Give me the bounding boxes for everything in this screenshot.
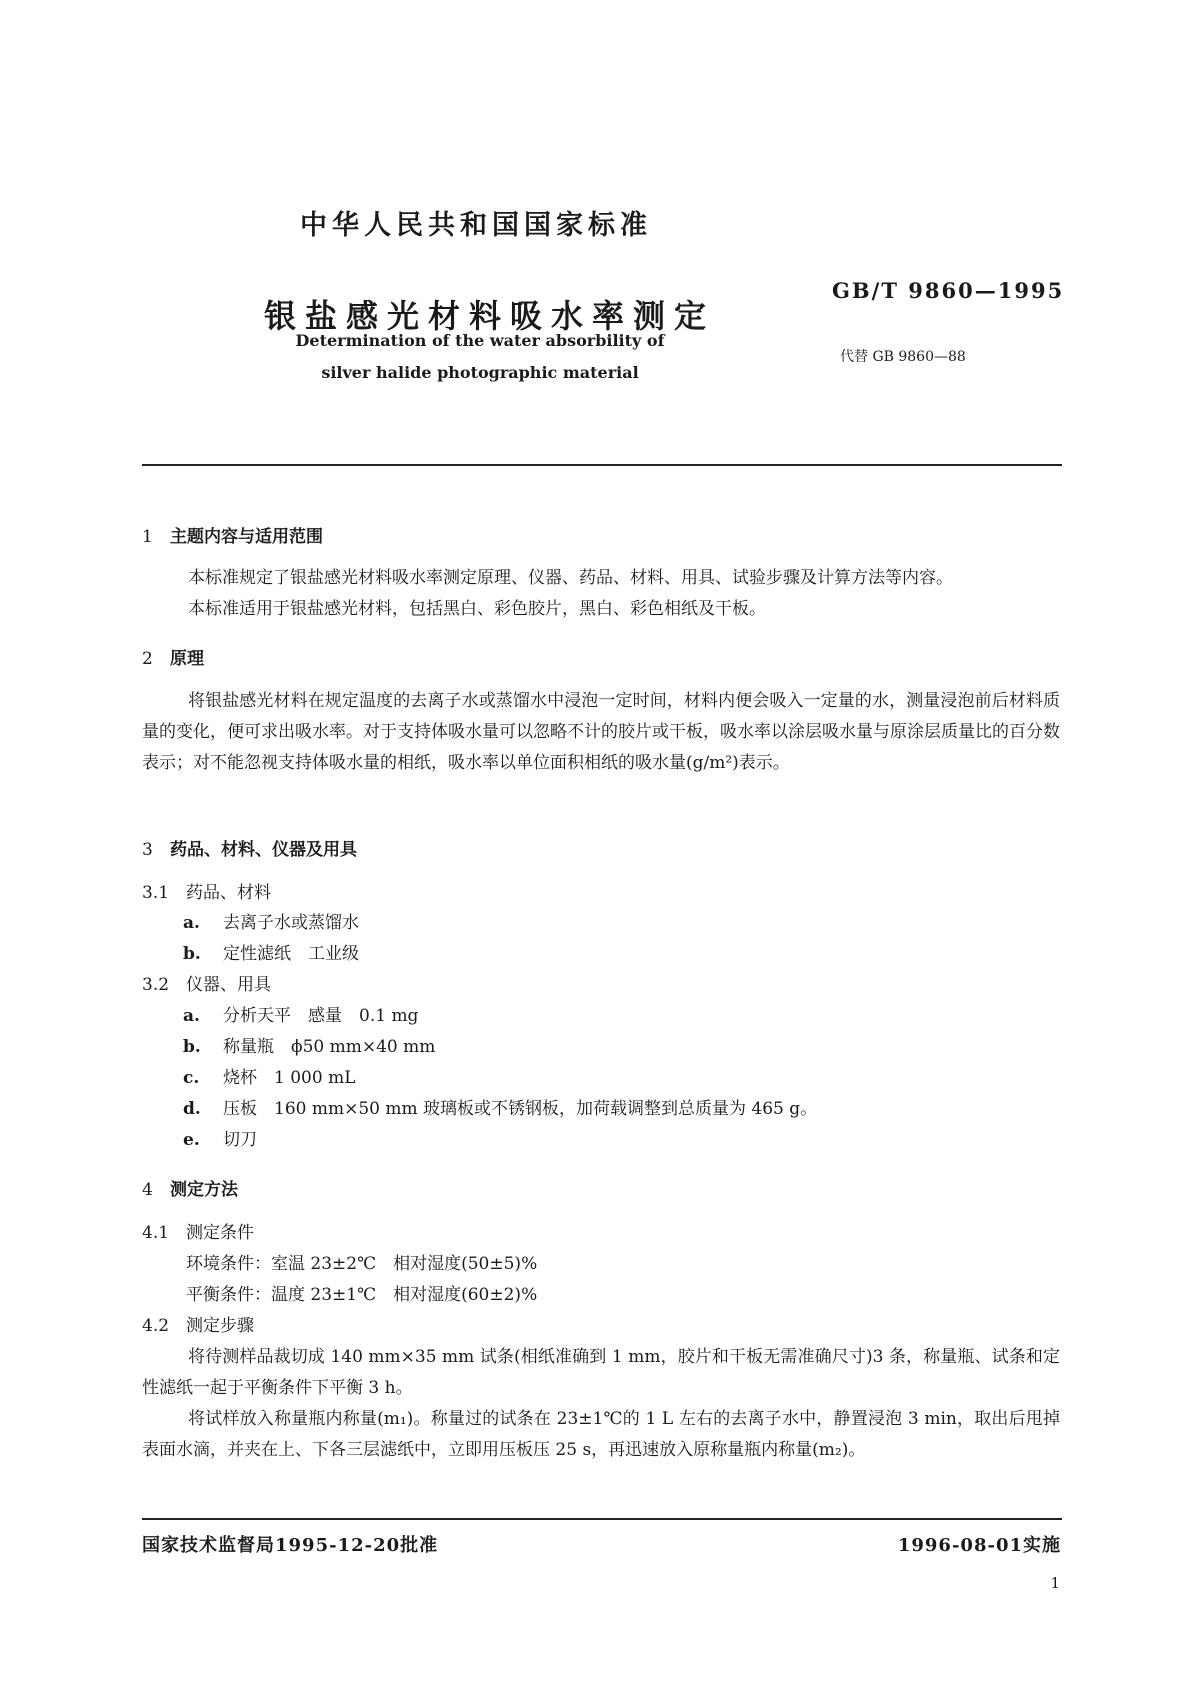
subsection-4-2-heading (142, 1311, 254, 1336)
section-1-paragraph-2: 本标准适用于银盐感光材料，包括黑白、彩色胶片，黑白、彩色相纸及干板。 (188, 599, 766, 619)
item-text: 去离子水或蒸馏水 (223, 913, 359, 933)
subsection-title: 测定条件 (186, 1223, 254, 1243)
section-title: 测定方法 (170, 1180, 238, 1200)
item-text: 称量瓶 ϕ50 mm×40 mm (223, 1037, 436, 1057)
list-item (183, 1001, 418, 1026)
item-label: b. (183, 944, 201, 964)
list-item (183, 939, 359, 964)
national-standard-heading: 中华人民共和国国家标准 (300, 210, 652, 241)
procedure-paragraph-2: 将试样放入称量瓶内称量(m₁)。称量过的试条在 23±1℃的 1 L 左右的去离子水中，静置浸泡 3 min，取出后甩掉表面水滴，并夹在上、下各三层滤纸中，立即用压板压 25 s，再迅速放入原称量瓶内称量(m₂)。 (142, 1409, 1060, 1460)
subsection-3-2-heading (142, 970, 271, 995)
item-text: 定性滤纸 工业级 (223, 944, 359, 964)
item-text: 分析天平 感量 0.1 mg (223, 1006, 419, 1026)
list-item (183, 908, 359, 933)
section-1-heading (142, 522, 323, 547)
page-number: 1 (1050, 1574, 1060, 1592)
list-item (183, 1063, 355, 1088)
item-label: e. (183, 1130, 200, 1150)
subsection-3-1-heading (142, 878, 271, 903)
subsection-title: 测定步骤 (186, 1316, 254, 1336)
list-item (183, 1094, 817, 1119)
document-title-cn: 银盐感光材料吸水率测定 (264, 297, 716, 335)
subsection-4-1-heading (142, 1218, 254, 1243)
section-2-heading (142, 644, 204, 669)
header-divider (142, 464, 1062, 466)
item-label: c. (183, 1068, 200, 1088)
section-4-heading (142, 1175, 238, 1200)
environment-conditions: 环境条件：室温 23±2℃ 相对湿度(50±5)% (186, 1254, 538, 1274)
section-1-paragraph-1: 本标准规定了银盐感光材料吸水率测定原理、仪器、药品、材料、用具、试验步骤及计算方法等内容。 (188, 568, 953, 588)
section-3-heading (142, 835, 357, 860)
subsection-number: 4.2 (142, 1316, 170, 1336)
list-item (183, 1125, 257, 1150)
item-text: 烧杯 1 000 mL (223, 1068, 356, 1088)
document-title-en-line2: silver halide photographic material (321, 363, 639, 382)
subsection-number: 3.2 (142, 975, 170, 995)
section-number: 1 (142, 527, 153, 547)
implementation-date: 1996-08-01实施 (897, 1535, 1061, 1556)
list-item (183, 1032, 435, 1057)
section-title: 主题内容与适用范围 (170, 527, 323, 547)
standard-number: GB/T 9860—1995 (832, 278, 1065, 303)
subsection-number: 3.1 (142, 883, 170, 903)
item-text: 压板 160 mm×50 mm 玻璃板或不锈钢板，加荷载调整到总质量为 465 g。 (223, 1099, 818, 1119)
procedure-paragraph-1: 将待测样品裁切成 140 mm×35 mm 试条(相纸准确到 1 mm，胶片和干板无需准确尺寸)3 条，称量瓶、试条和定性滤纸一起于平衡条件下平衡 3 h。 (142, 1347, 1060, 1398)
section-title: 原理 (170, 649, 204, 669)
subsection-title: 药品、材料 (186, 883, 271, 903)
footer-divider (142, 1518, 1062, 1520)
section-number: 4 (142, 1180, 153, 1200)
subsection-number: 4.1 (142, 1223, 170, 1243)
item-label: d. (183, 1099, 201, 1119)
section-title: 药品、材料、仪器及用具 (170, 840, 357, 860)
balance-conditions: 平衡条件：温度 23±1℃ 相对湿度(60±2)% (186, 1285, 538, 1305)
item-label: a. (183, 913, 200, 933)
item-label: b. (183, 1037, 201, 1057)
replaces-standard: 代替 GB 9860—88 (840, 349, 966, 365)
section-2-paragraph: 将银盐感光材料在规定温度的去离子水或蒸馏水中浸泡一定时间，材料内便会吸入一定量的水，测量浸泡前后材料质量的变化，便可求出吸水率。对于支持体吸水量可以忽略不计的胶片或干板，吸水率以涂层吸水量与原涂层质量比的百分数表示；对不能忽视支持体吸水量的相纸，吸水率以单位面积相纸的吸水量(g/m²)表示。 (142, 691, 1060, 773)
section-number: 2 (142, 649, 153, 669)
document-title-en-line1: Determination of the water absorbility of (295, 331, 665, 350)
subsection-title: 仪器、用具 (186, 975, 271, 995)
approval-date: 国家技术监督局1995-12-20批准 (142, 1535, 439, 1556)
item-text: 切刀 (223, 1130, 257, 1150)
section-number: 3 (142, 840, 153, 860)
item-label: a. (183, 1006, 200, 1026)
